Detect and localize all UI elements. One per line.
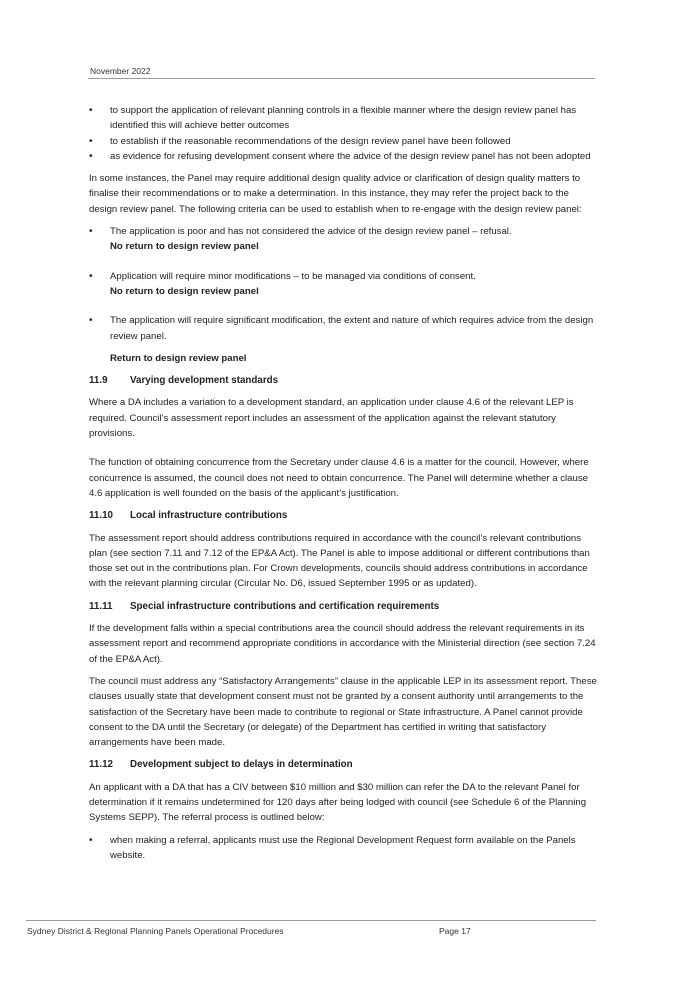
section-paragraph: Where a DA includes a variation to a development standard, an application under clause 4.6 of the relevant LEP is required. Council’s assessment report includes an assessment of the application against the relevant statutory provisions. bbox=[89, 397, 574, 440]
section-heading-11-11 bbox=[89, 599, 597, 614]
header-date: November 2022 bbox=[90, 66, 151, 76]
page-number: Page 17 bbox=[439, 926, 471, 936]
header-rule bbox=[88, 78, 595, 79]
criteria-item bbox=[89, 313, 597, 344]
list-item: • to support the application of relevant planning controls in a flexible manner where the design review panel has identified this will achieve better outcomes bbox=[89, 103, 597, 134]
criteria-text: • The application is poor and has not considered the advice of the design review panel – refusal. bbox=[110, 226, 512, 238]
intro-bullet-list bbox=[89, 103, 597, 164]
criteria-outcome: No return to design review panel bbox=[110, 285, 259, 297]
section-paragraph: The council must address any “Satisfactory Arrangements” clause in the applicable LEP in its assessment report. These clauses usually state that development consent must not be granted by a consent authority until arrangements to the satisfaction of the Secretary have been made to contribute to regional or State infrastructure. A Panel cannot provide consent to the DA until the Secretary (or delegate) of the Department has certified in writing that satisfactory arrangements have been made. bbox=[89, 675, 597, 749]
section-number: 11.12 bbox=[89, 759, 113, 771]
section-number: 11.9 bbox=[89, 375, 108, 387]
section-heading-11-12 bbox=[89, 757, 597, 772]
criteria-list bbox=[89, 224, 597, 344]
section-paragraph: The function of obtaining concurrence from the Secretary under clause 4.6 is a matter for the council. However, where concurrence is assumed, the council does not need to obtain concurrence. The Panel will determine whether a clause 4.6 application is well founded on the basis of the applicant’s justification. bbox=[89, 457, 589, 499]
reengage-paragraph: In some instances, the Panel may require additional design quality advice or clarification of design quality matters to finalise their recommendations or to make a determination. In this instance, they may refer the project back to the design review panel. The following criteria can be used to establish when to re-engage with the design review panel: bbox=[89, 173, 582, 215]
section-number: 11.10 bbox=[89, 510, 113, 522]
criteria-outcome: Return to design review panel bbox=[110, 352, 247, 364]
section-paragraph: The assessment report should address contributions required in accordance with the council’s relevant contributions plan (see section 7.11 and 7.12 of the EP&A Act). The Panel is able to impose additional or different contributions than those set out in the contributions plan. For Crown developments, councils should address contributions in accordance with the relevant planning circular (Circular No. D6, issued September 1995 or as updated). bbox=[89, 532, 590, 590]
section-title: Local infrastructure contributions bbox=[130, 510, 288, 522]
footer-title: Sydney District & Regional Planning Panels Operational Procedures bbox=[27, 926, 284, 936]
criteria-item bbox=[89, 269, 597, 300]
section-number: 11.11 bbox=[89, 600, 113, 612]
section-paragraph: If the development falls within a special contributions area the council should address the relevant requirements in its assessment report and recommend appropriate conditions in accordance with the Ministerial direction (see section 7.24 of the EP&A Act). bbox=[89, 623, 596, 665]
section-title: Special infrastructure contributions and certification requirements bbox=[130, 600, 440, 612]
criteria-item bbox=[89, 224, 597, 255]
referral-bullet-list bbox=[89, 833, 597, 864]
section-heading-11-10 bbox=[89, 508, 597, 523]
list-item: • when making a referral, applicants must use the Regional Development Request form available on the Panels website. bbox=[89, 833, 597, 864]
footer-rule bbox=[26, 920, 596, 921]
list-item: • to establish if the reasonable recommendations of the design review panel have been followed bbox=[89, 134, 597, 149]
criteria-text: • Application will require minor modifications – to be managed via conditions of consent. bbox=[110, 270, 476, 282]
criteria-outcome: No return to design review panel bbox=[110, 241, 259, 253]
section-title: Development subject to delays in determination bbox=[130, 759, 353, 771]
list-item: • as evidence for refusing development consent where the advice of the design review panel has not been adopted bbox=[89, 149, 597, 164]
section-title: Varying development standards bbox=[130, 375, 279, 387]
page-content bbox=[89, 103, 597, 863]
criteria-text: • The application will require significant modification, the extent and nature of which requires advice from the design review panel. bbox=[110, 315, 594, 342]
section-heading-11-9 bbox=[89, 373, 597, 388]
section-paragraph: An applicant with a DA that has a CIV between $10 million and $30 million can refer the DA to the relevant Panel for determination if it remains undetermined for 120 days after being lodged with council (see Schedule 6 of the Planning Systems SEPP). The referral process is outlined below: bbox=[89, 781, 587, 824]
